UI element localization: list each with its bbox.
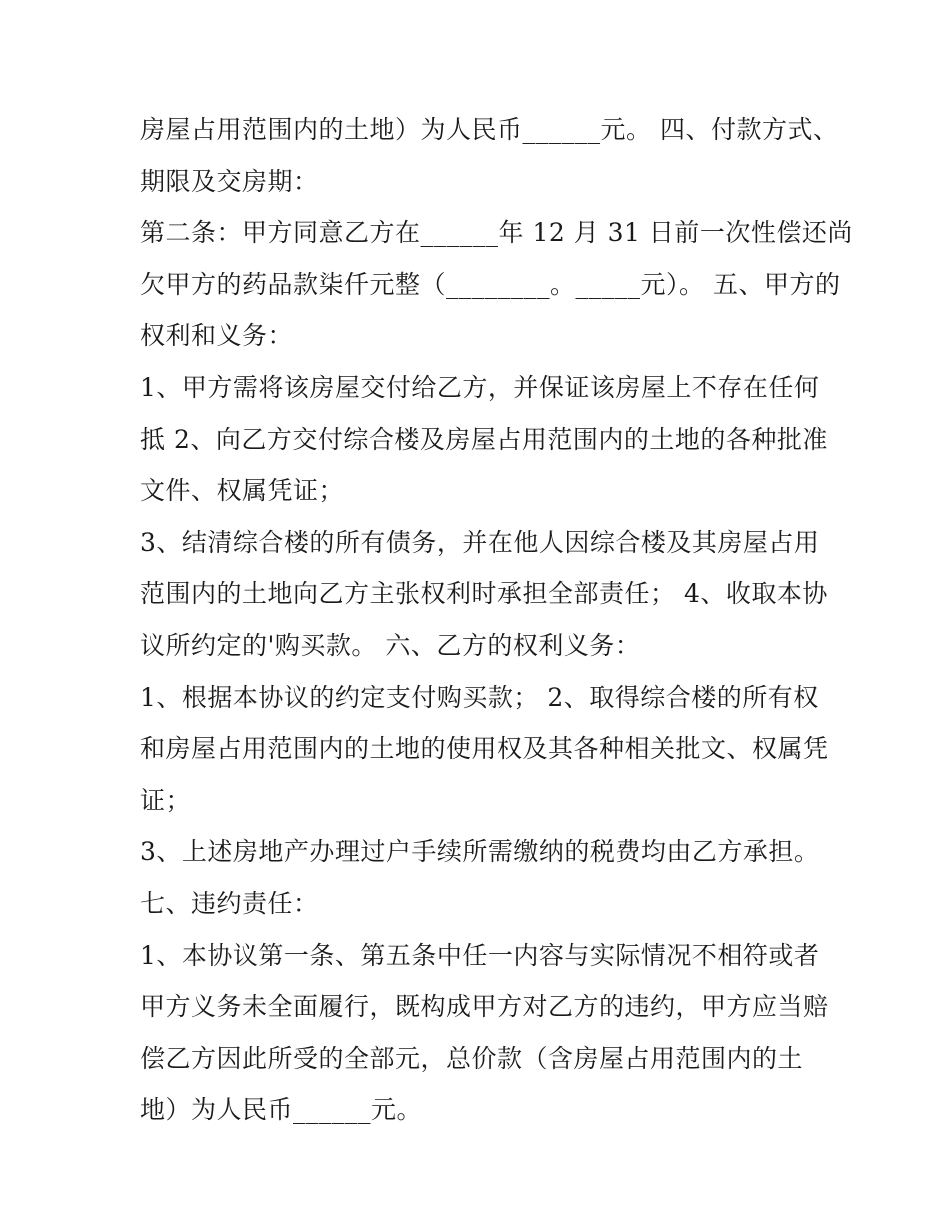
text-line-10: 范围内的土地向乙方主张权利时承担全部责任； 4、收取本协: [140, 579, 828, 609]
text-line-20: 地）为人民币______元。: [140, 1095, 423, 1125]
text-line-18: 甲方义务未全面履行，既构成甲方对乙方的违约，甲方应当赔: [140, 992, 829, 1022]
text-line-5: 权利和义务：: [140, 321, 294, 351]
text-line-12: 1、根据本协议的约定支付购买款； 2、取得综合楼的所有权: [140, 682, 819, 712]
text-line-19: 偿乙方因此所受的全部元，总价款（含房屋占用范围内的土: [140, 1043, 804, 1073]
text-line-2: 期限及交房期：: [140, 166, 319, 196]
text-line-11: 议所约定的'购买款。 六、乙方的权利义务：: [140, 630, 641, 660]
text-line-3: 第二条：甲方同意乙方在______年 12 月 31 日前一次性偿还尚: [140, 218, 853, 248]
text-line-8: 文件、权属凭证；: [140, 476, 345, 506]
text-line-6: 1、甲方需将该房屋交付给乙方，并保证该房屋上不存在任何: [140, 372, 820, 402]
text-line-15: 3、上述房地产办理过户手续所需缴纳的税费均由乙方承担。: [140, 837, 820, 867]
text-line-16: 七、违约责任：: [140, 888, 319, 918]
text-line-4: 欠甲方的药品款柒仟元整（________。_____元）。 五、甲方的: [140, 269, 841, 299]
document-body: [140, 104, 853, 1136]
text-line-7: 抵 2、向乙方交付综合楼及房屋占用范围内的土地的各种批准: [140, 424, 828, 454]
text-line-1: 房屋占用范围内的土地）为人民币______元。 四、付款方式、: [140, 115, 839, 144]
text-line-14: 证；: [140, 785, 192, 815]
text-line-9: 3、结清综合楼的所有债务，并在他人因综合楼及其房屋占用: [140, 527, 820, 557]
text-line-13: 和房屋占用范围内的土地的使用权及其各种相关批文、权属凭: [140, 734, 829, 764]
text-line-17: 1、本协议第一条、第五条中任一内容与实际情况不相符或者: [140, 940, 820, 970]
